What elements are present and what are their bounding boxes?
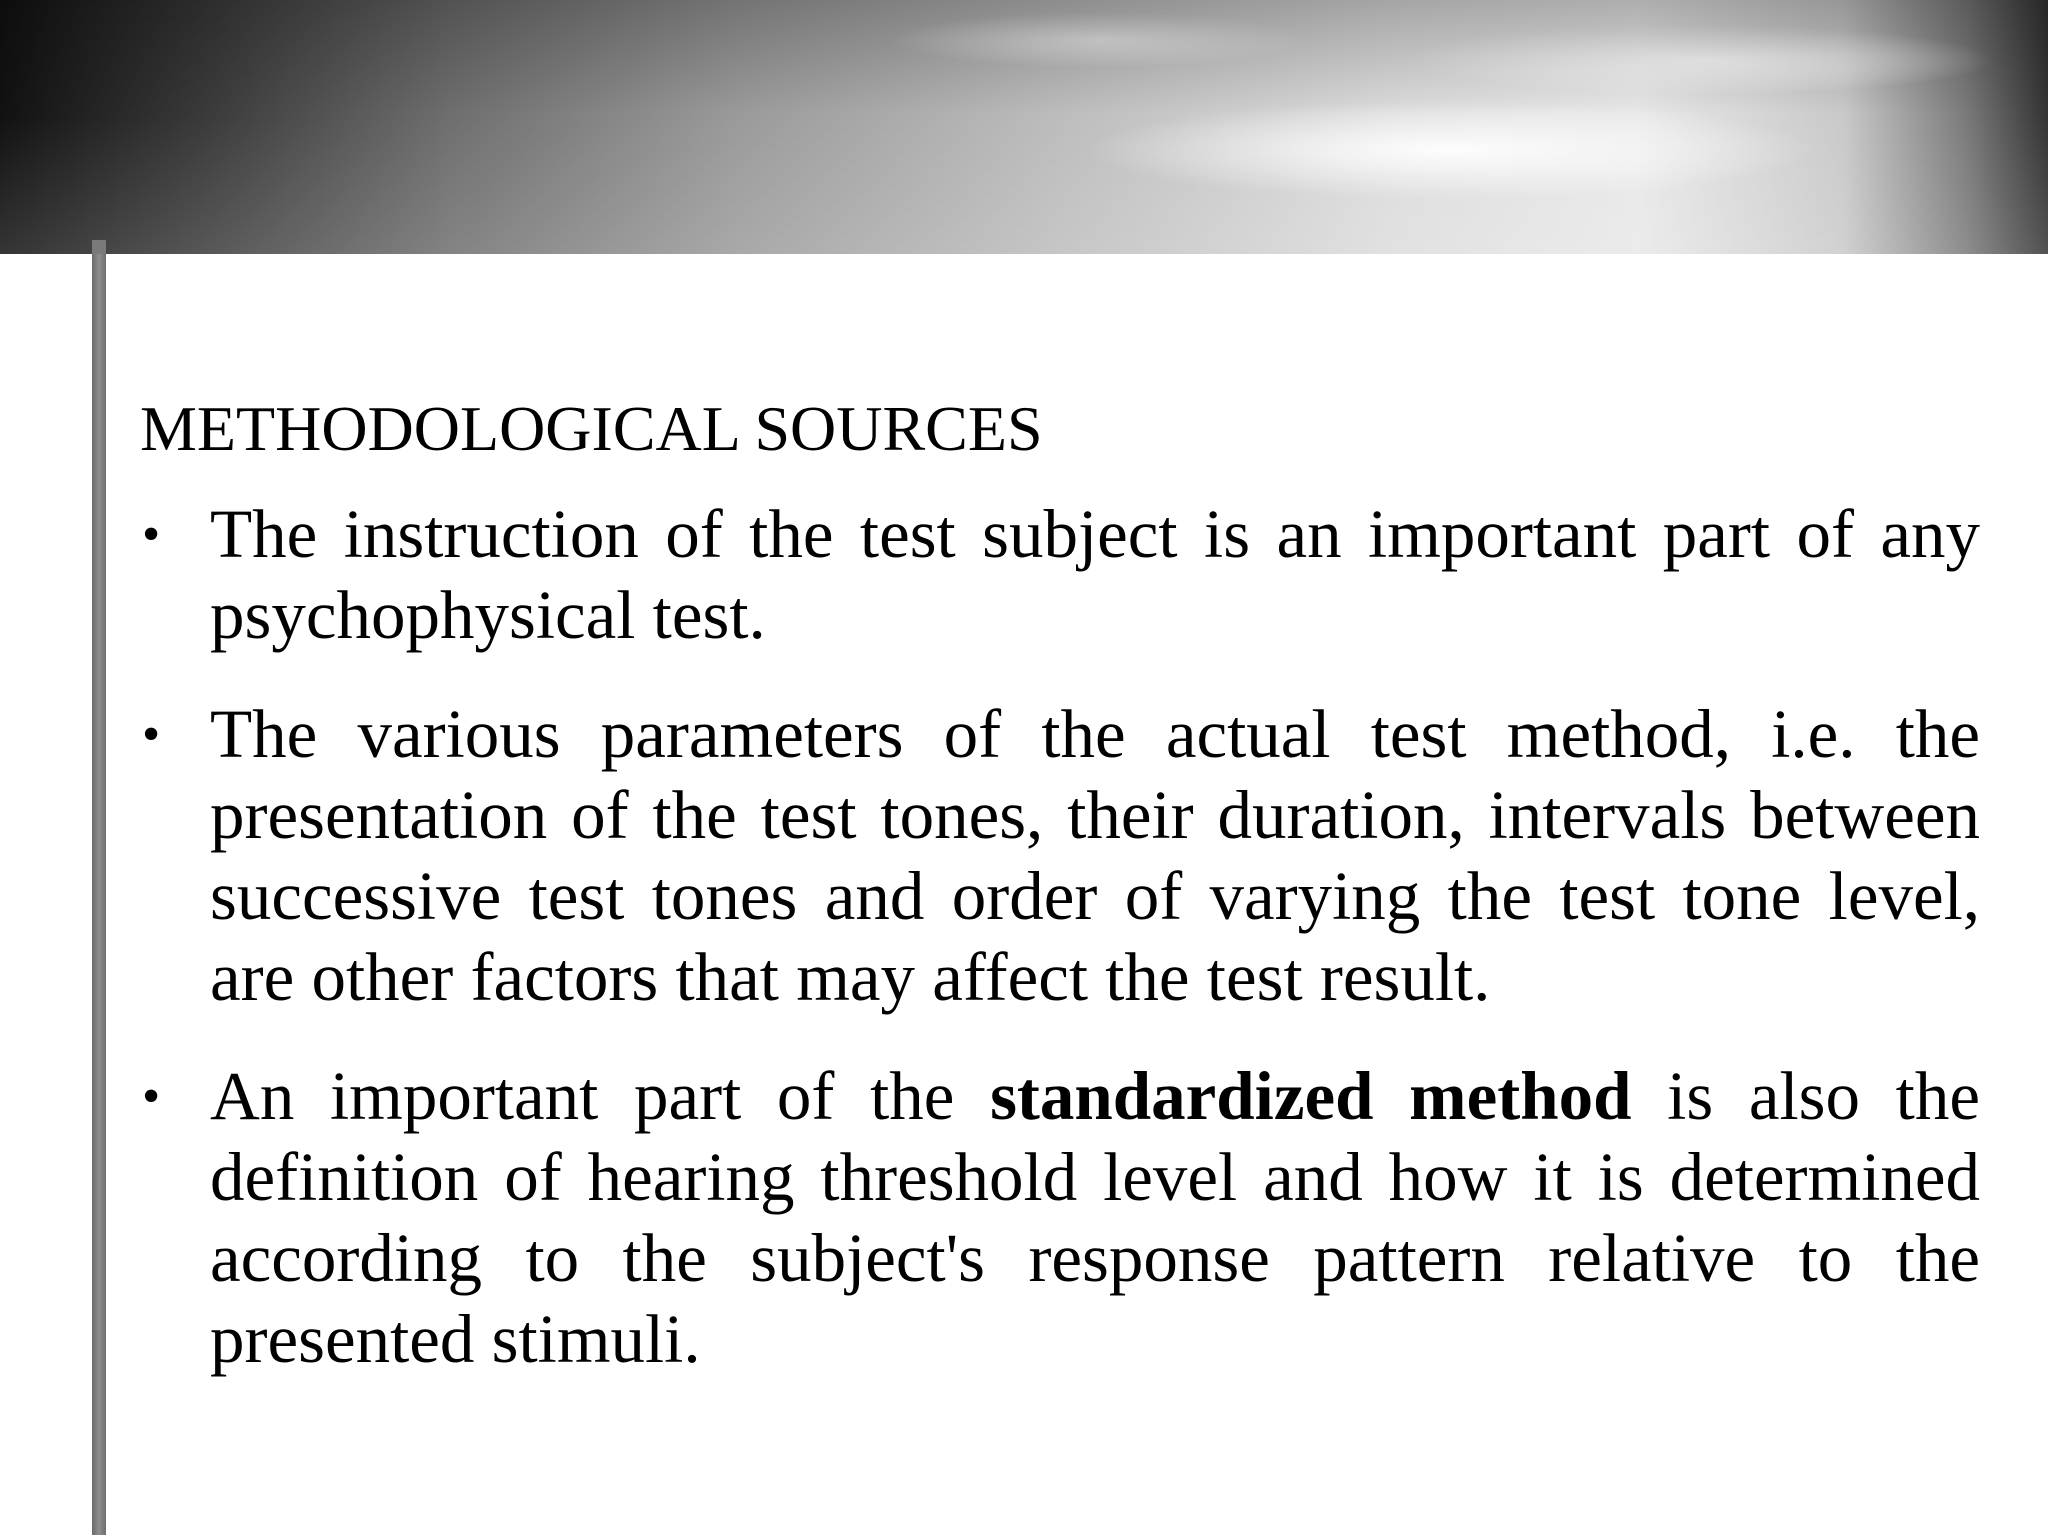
bullet-item <box>140 494 1980 656</box>
bullet-text-bold: standardized method <box>990 1058 1632 1134</box>
bullet-list <box>140 494 1980 1380</box>
bullet-text-after: is also the definition of hearing threshold level and how it is determined according to the subject's response pattern relative to the presented stimuli. <box>210 1058 1980 1377</box>
bullet-item <box>140 694 1980 1018</box>
bullet-text: The instruction of the test subject is an important part of any psychophysical test. <box>210 496 1980 653</box>
header-banner-shade <box>0 0 2048 254</box>
slide-title: METHODOLOGICAL SOURCES <box>140 393 1043 464</box>
left-accent-bar <box>92 254 106 1535</box>
bullet-text-before: An important part of the <box>210 1058 991 1134</box>
bullet-dot: • <box>142 506 161 563</box>
slide-content <box>140 388 1980 1418</box>
bullet-dot: • <box>142 1068 161 1125</box>
bullet-text: The various parameters of the actual test method, i.e. the presentation of the test tones, their duration, intervals between successive test tones and order of varying the test tone level, are other factors that may affect the test result. <box>210 696 1980 1015</box>
bullet-item <box>140 1056 1980 1380</box>
bullet-dot: • <box>142 706 161 763</box>
